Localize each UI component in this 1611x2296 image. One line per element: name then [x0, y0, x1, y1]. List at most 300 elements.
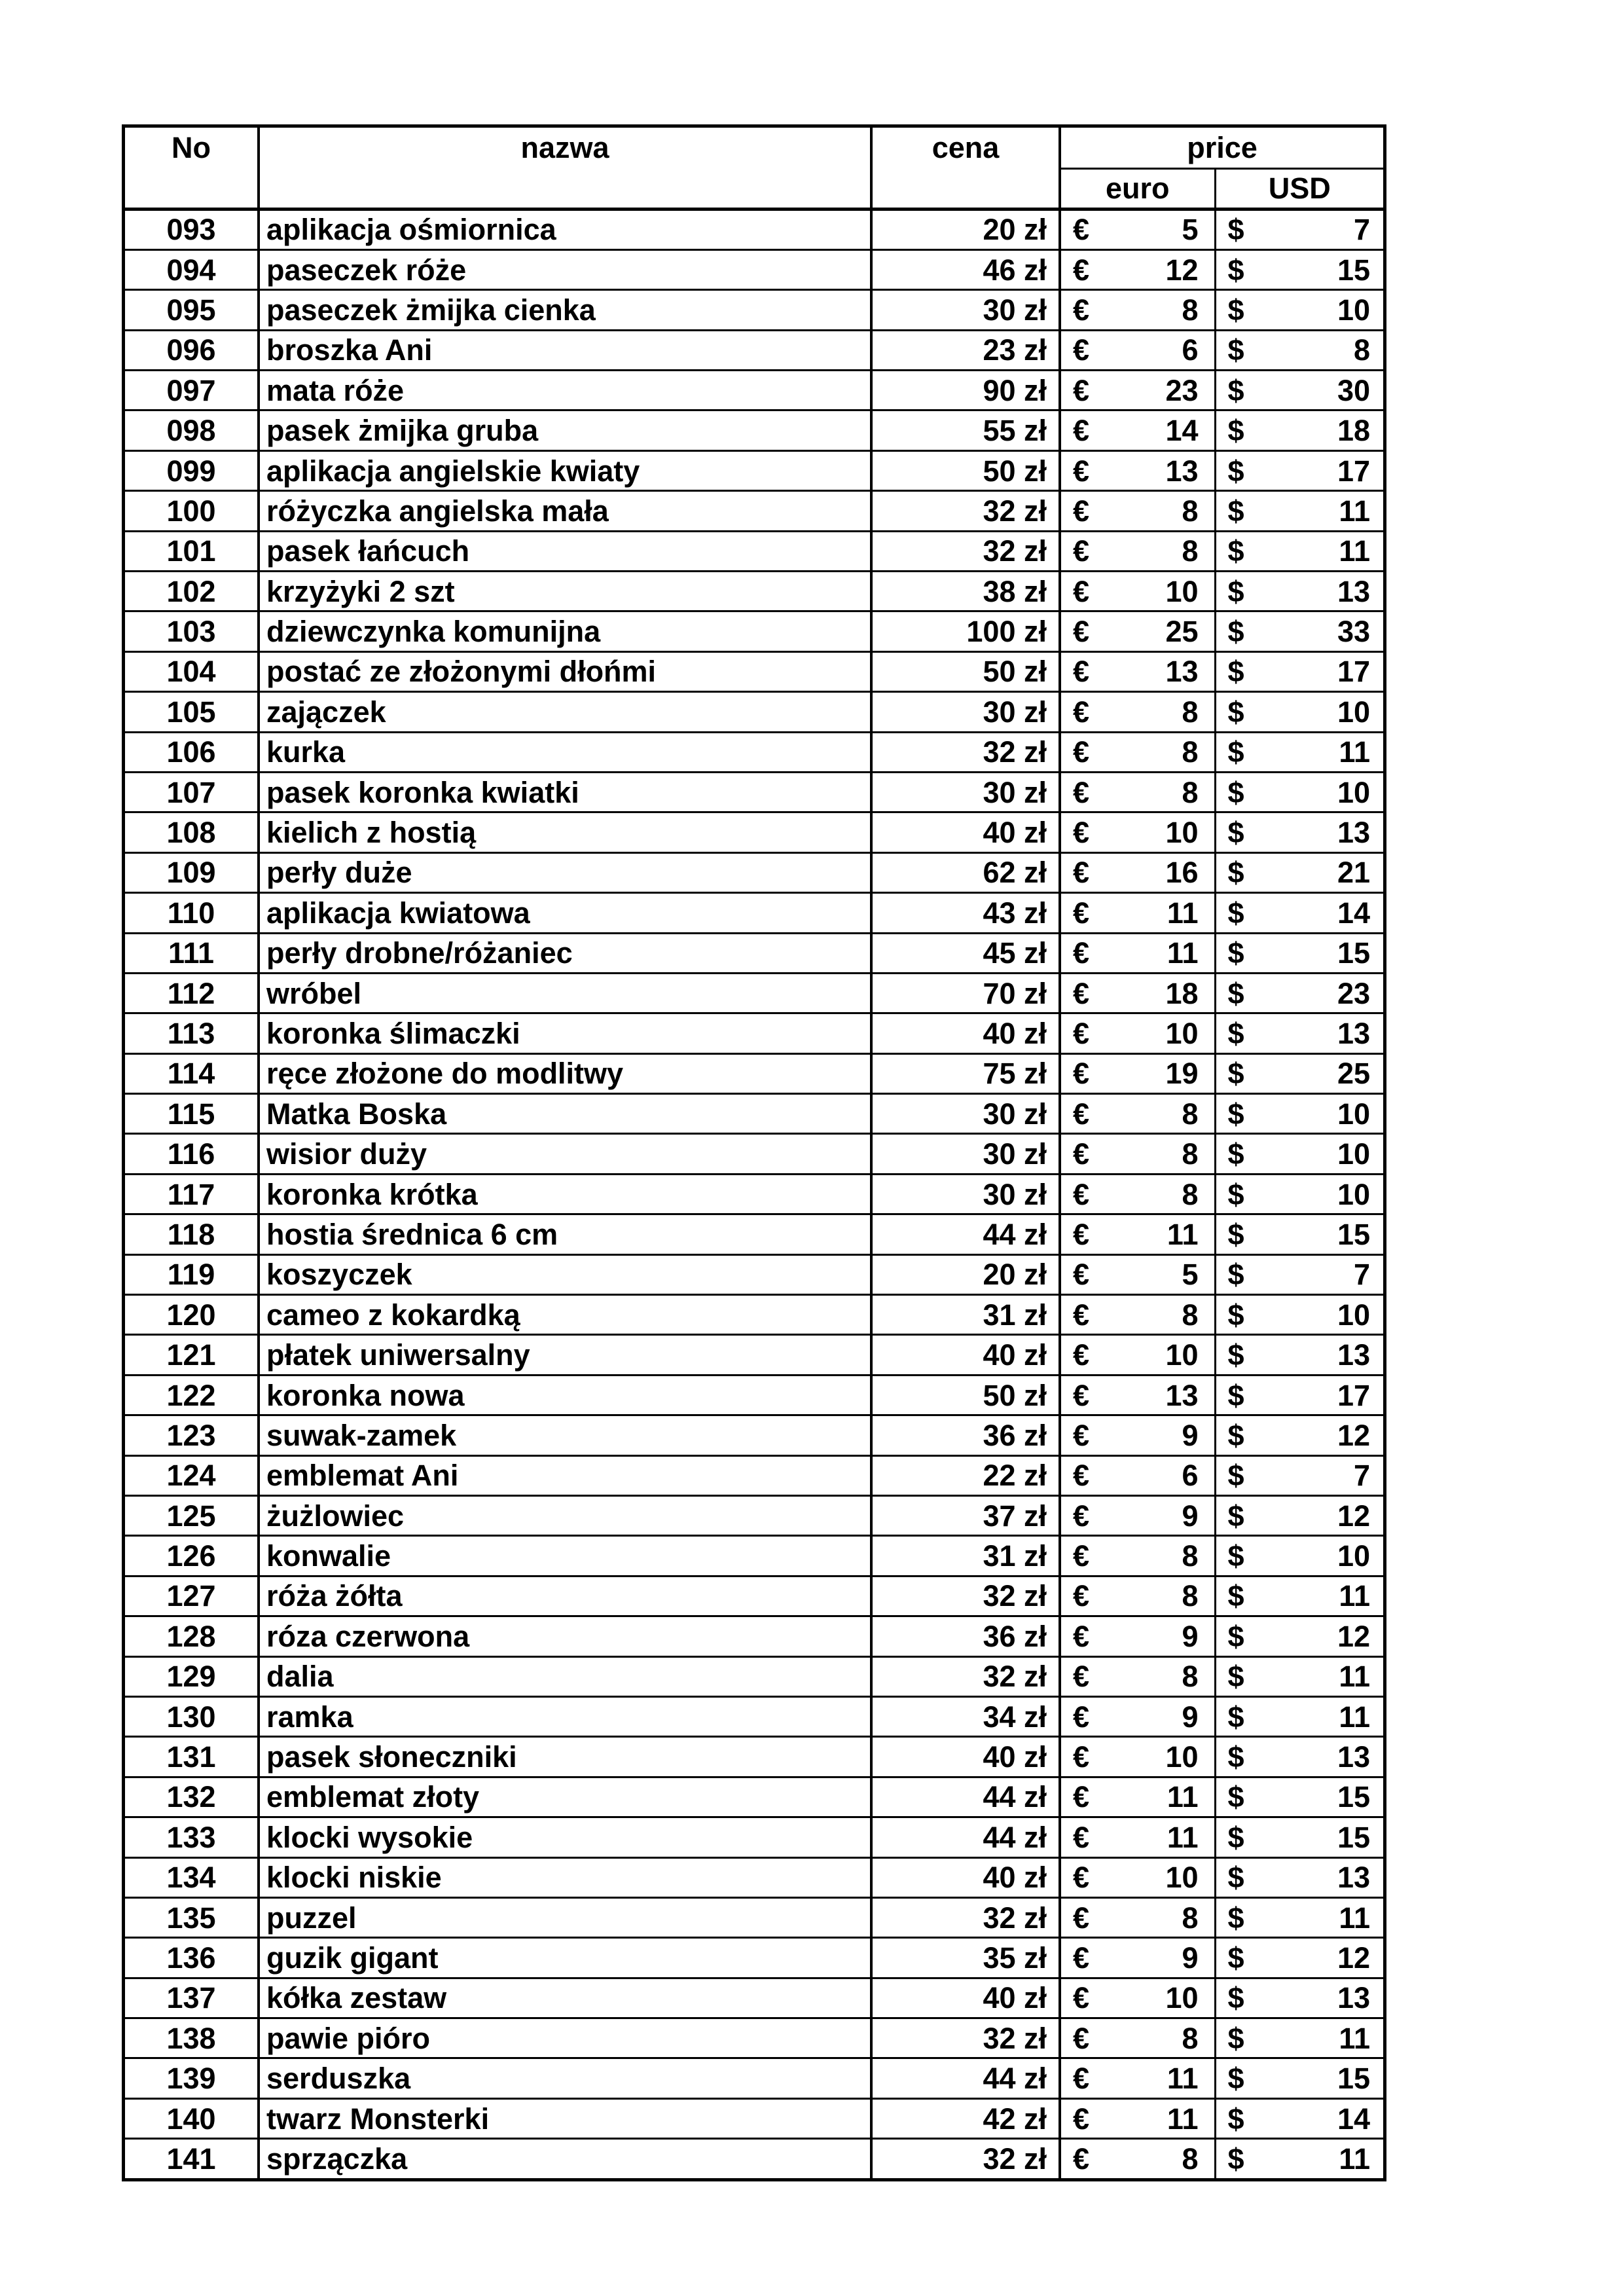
item-number: 112	[125, 973, 259, 1013]
item-price-pln: 31 zł	[871, 1536, 1060, 1576]
euro-symbol: €	[1060, 1777, 1100, 1817]
item-price-pln: 40 zł	[871, 812, 1060, 852]
euro-symbol: €	[1060, 852, 1100, 892]
table-row	[125, 1978, 1383, 2018]
table-row	[125, 330, 1383, 370]
euro-symbol: €	[1060, 330, 1100, 370]
item-name: koronka krótka	[259, 1174, 871, 1214]
table-row	[125, 1857, 1383, 1897]
euro-symbol: €	[1060, 933, 1100, 973]
usd-symbol: $	[1215, 2139, 1254, 2178]
item-number: 133	[125, 1817, 259, 1857]
table-row	[125, 1777, 1383, 1817]
euro-symbol: €	[1060, 1616, 1100, 1656]
item-name: różyczka angielska mała	[259, 491, 871, 531]
euro-symbol: €	[1060, 1053, 1100, 1093]
usd-symbol: $	[1215, 1013, 1254, 1053]
item-price-pln: 23 zł	[871, 330, 1060, 370]
item-price-usd: 13	[1254, 1013, 1383, 1053]
item-price-usd: 10	[1254, 692, 1383, 732]
item-price-euro: 11	[1100, 933, 1215, 973]
item-price-usd: 7	[1254, 1455, 1383, 1495]
item-name: koszyczek	[259, 1254, 871, 1294]
item-price-usd: 11	[1254, 1576, 1383, 1616]
header-price-pln: cena	[871, 128, 1060, 209]
item-price-euro: 8	[1100, 1576, 1215, 1616]
table-row	[125, 1375, 1383, 1415]
table-row	[125, 209, 1383, 249]
item-price-usd: 13	[1254, 812, 1383, 852]
euro-symbol: €	[1060, 1938, 1100, 1978]
item-number: 130	[125, 1696, 259, 1736]
table-row	[125, 1576, 1383, 1616]
item-price-euro: 8	[1100, 531, 1215, 571]
euro-symbol: €	[1060, 1496, 1100, 1536]
usd-symbol: $	[1215, 772, 1254, 812]
item-price-pln: 44 zł	[871, 1214, 1060, 1254]
euro-symbol: €	[1060, 2018, 1100, 2058]
usd-symbol: $	[1215, 651, 1254, 691]
item-price-pln: 40 zł	[871, 1737, 1060, 1777]
item-price-usd: 13	[1254, 1737, 1383, 1777]
item-number: 114	[125, 1053, 259, 1093]
usd-symbol: $	[1215, 1335, 1254, 1375]
usd-symbol: $	[1215, 249, 1254, 289]
item-price-usd: 15	[1254, 1214, 1383, 1254]
item-number: 127	[125, 1576, 259, 1616]
item-number: 103	[125, 611, 259, 651]
table-row	[125, 410, 1383, 450]
header-no: No	[125, 128, 259, 209]
item-number: 093	[125, 209, 259, 249]
euro-symbol: €	[1060, 1134, 1100, 1174]
euro-symbol: €	[1060, 1978, 1100, 2018]
item-price-pln: 32 zł	[871, 491, 1060, 531]
item-price-pln: 35 zł	[871, 1938, 1060, 1978]
usd-symbol: $	[1215, 893, 1254, 933]
euro-symbol: €	[1060, 249, 1100, 289]
usd-symbol: $	[1215, 2018, 1254, 2058]
item-number: 110	[125, 893, 259, 933]
item-price-euro: 16	[1100, 852, 1215, 892]
item-price-pln: 40 zł	[871, 1978, 1060, 2018]
item-price-euro: 8	[1100, 692, 1215, 732]
item-price-euro: 10	[1100, 1013, 1215, 1053]
euro-symbol: €	[1060, 1295, 1100, 1335]
item-price-pln: 70 zł	[871, 973, 1060, 1013]
item-price-pln: 32 zł	[871, 2018, 1060, 2058]
item-price-pln: 30 zł	[871, 1094, 1060, 1134]
item-name: kółka zestaw	[259, 1978, 871, 2018]
item-price-pln: 75 zł	[871, 1053, 1060, 1093]
item-name: wróbel	[259, 973, 871, 1013]
item-price-usd: 13	[1254, 572, 1383, 611]
item-name: twarz Monsterki	[259, 2098, 871, 2138]
item-name: żużlowiec	[259, 1496, 871, 1536]
euro-symbol: €	[1060, 651, 1100, 691]
item-price-euro: 10	[1100, 572, 1215, 611]
euro-symbol: €	[1060, 2098, 1100, 2138]
item-price-usd: 25	[1254, 1053, 1383, 1093]
euro-symbol: €	[1060, 772, 1100, 812]
euro-symbol: €	[1060, 2058, 1100, 2098]
item-name: ręce złożone do modlitwy	[259, 1053, 871, 1093]
item-number: 117	[125, 1174, 259, 1214]
item-price-pln: 62 zł	[871, 852, 1060, 892]
header-name: nazwa	[259, 128, 871, 209]
item-price-usd: 11	[1254, 2139, 1383, 2178]
item-price-euro: 9	[1100, 1938, 1215, 1978]
table-row	[125, 732, 1383, 772]
table-row	[125, 1013, 1383, 1053]
table-row	[125, 1938, 1383, 1978]
item-price-usd: 11	[1254, 732, 1383, 772]
item-number: 115	[125, 1094, 259, 1134]
table-row	[125, 2139, 1383, 2178]
item-price-usd: 10	[1254, 290, 1383, 330]
item-number: 104	[125, 651, 259, 691]
item-name: wisior duży	[259, 1134, 871, 1174]
item-number: 137	[125, 1978, 259, 2018]
euro-symbol: €	[1060, 1737, 1100, 1777]
item-price-pln: 32 zł	[871, 1656, 1060, 1696]
usd-symbol: $	[1215, 410, 1254, 450]
item-number: 123	[125, 1415, 259, 1455]
euro-symbol: €	[1060, 1214, 1100, 1254]
item-price-euro: 8	[1100, 2018, 1215, 2058]
item-name: kurka	[259, 732, 871, 772]
item-price-pln: 30 zł	[871, 1174, 1060, 1214]
item-number: 132	[125, 1777, 259, 1817]
item-name: pawie pióro	[259, 2018, 871, 2058]
item-name: emblemat złoty	[259, 1777, 871, 1817]
item-price-usd: 13	[1254, 1857, 1383, 1897]
item-price-pln: 50 zł	[871, 651, 1060, 691]
table-body	[125, 209, 1383, 2178]
item-price-pln: 36 zł	[871, 1415, 1060, 1455]
item-name: kielich z hostią	[259, 812, 871, 852]
item-price-pln: 32 zł	[871, 531, 1060, 571]
usd-symbol: $	[1215, 1576, 1254, 1616]
table-row	[125, 772, 1383, 812]
item-name: perły duże	[259, 852, 871, 892]
item-number: 096	[125, 330, 259, 370]
item-price-usd: 15	[1254, 249, 1383, 289]
item-price-usd: 17	[1254, 651, 1383, 691]
usd-symbol: $	[1215, 1938, 1254, 1978]
item-price-euro: 8	[1100, 1174, 1215, 1214]
item-name: ramka	[259, 1696, 871, 1736]
item-price-usd: 15	[1254, 1817, 1383, 1857]
item-price-euro: 8	[1100, 1094, 1215, 1134]
item-number: 134	[125, 1857, 259, 1897]
table-row	[125, 450, 1383, 490]
item-price-euro: 8	[1100, 2139, 1215, 2178]
usd-symbol: $	[1215, 611, 1254, 651]
usd-symbol: $	[1215, 1415, 1254, 1455]
usd-symbol: $	[1215, 852, 1254, 892]
item-price-euro: 10	[1100, 1737, 1215, 1777]
euro-symbol: €	[1060, 290, 1100, 330]
euro-symbol: €	[1060, 1375, 1100, 1415]
usd-symbol: $	[1215, 1174, 1254, 1214]
item-price-euro: 13	[1100, 1375, 1215, 1415]
item-price-usd: 12	[1254, 1496, 1383, 1536]
item-number: 139	[125, 2058, 259, 2098]
item-price-euro: 10	[1100, 1335, 1215, 1375]
euro-symbol: €	[1060, 1455, 1100, 1495]
item-price-pln: 55 zł	[871, 410, 1060, 450]
euro-symbol: €	[1060, 1536, 1100, 1576]
usd-symbol: $	[1215, 1254, 1254, 1294]
item-price-pln: 22 zł	[871, 1455, 1060, 1495]
item-price-usd: 10	[1254, 1295, 1383, 1335]
usd-symbol: $	[1215, 1777, 1254, 1817]
table-row	[125, 651, 1383, 691]
item-name: emblemat Ani	[259, 1455, 871, 1495]
euro-symbol: €	[1060, 2139, 1100, 2178]
item-name: pasek łańcuch	[259, 531, 871, 571]
item-price-pln: 32 zł	[871, 2139, 1060, 2178]
item-price-usd: 13	[1254, 1978, 1383, 2018]
usd-symbol: $	[1215, 1817, 1254, 1857]
table-row	[125, 1496, 1383, 1536]
item-number: 135	[125, 1897, 259, 1937]
usd-symbol: $	[1215, 1496, 1254, 1536]
item-number: 094	[125, 249, 259, 289]
item-name: klocki niskie	[259, 1857, 871, 1897]
usd-symbol: $	[1215, 1536, 1254, 1576]
table-row	[125, 1656, 1383, 1696]
item-price-euro: 9	[1100, 1696, 1215, 1736]
item-price-usd: 12	[1254, 1616, 1383, 1656]
item-price-usd: 10	[1254, 1134, 1383, 1174]
table-row	[125, 1053, 1383, 1093]
item-number: 141	[125, 2139, 259, 2178]
item-price-usd: 10	[1254, 1536, 1383, 1576]
item-name: suwak-zamek	[259, 1415, 871, 1455]
item-name: paseczek róże	[259, 249, 871, 289]
item-price-pln: 44 zł	[871, 1777, 1060, 1817]
euro-symbol: €	[1060, 572, 1100, 611]
item-price-euro: 9	[1100, 1616, 1215, 1656]
item-name: aplikacja kwiatowa	[259, 893, 871, 933]
item-price-pln: 43 zł	[871, 893, 1060, 933]
item-price-euro: 5	[1100, 1254, 1215, 1294]
item-price-pln: 32 zł	[871, 1576, 1060, 1616]
item-name: guzik gigant	[259, 1938, 871, 1978]
item-price-pln: 44 zł	[871, 1817, 1060, 1857]
item-number: 108	[125, 812, 259, 852]
euro-symbol: €	[1060, 1013, 1100, 1053]
table-row	[125, 1174, 1383, 1214]
usd-symbol: $	[1215, 1134, 1254, 1174]
item-price-euro: 11	[1100, 1817, 1215, 1857]
item-number: 101	[125, 531, 259, 571]
item-name: perły drobne/różaniec	[259, 933, 871, 973]
item-name: konwalie	[259, 1536, 871, 1576]
item-number: 111	[125, 933, 259, 973]
table-row	[125, 2058, 1383, 2098]
item-price-usd: 13	[1254, 1335, 1383, 1375]
item-price-usd: 11	[1254, 531, 1383, 571]
item-price-usd: 10	[1254, 1094, 1383, 1134]
item-price-usd: 11	[1254, 1696, 1383, 1736]
euro-symbol: €	[1060, 611, 1100, 651]
table-row	[125, 692, 1383, 732]
item-price-usd: 15	[1254, 1777, 1383, 1817]
table-row	[125, 531, 1383, 571]
item-number: 109	[125, 852, 259, 892]
item-price-usd: 18	[1254, 410, 1383, 450]
item-name: płatek uniwersalny	[259, 1335, 871, 1375]
item-price-euro: 12	[1100, 249, 1215, 289]
item-price-pln: 32 zł	[871, 732, 1060, 772]
euro-symbol: €	[1060, 450, 1100, 490]
item-number: 102	[125, 572, 259, 611]
table-row	[125, 1214, 1383, 1254]
item-price-usd: 23	[1254, 973, 1383, 1013]
usd-symbol: $	[1215, 1375, 1254, 1415]
table-row	[125, 491, 1383, 531]
item-price-usd: 12	[1254, 1415, 1383, 1455]
item-name: zajączek	[259, 692, 871, 732]
item-name: pasek słoneczniki	[259, 1737, 871, 1777]
item-price-euro: 11	[1100, 1777, 1215, 1817]
table-row	[125, 249, 1383, 289]
item-price-euro: 6	[1100, 1455, 1215, 1495]
item-price-euro: 9	[1100, 1496, 1215, 1536]
item-number: 118	[125, 1214, 259, 1254]
item-name: koronka nowa	[259, 1375, 871, 1415]
item-number: 125	[125, 1496, 259, 1536]
item-price-usd: 21	[1254, 852, 1383, 892]
item-price-euro: 19	[1100, 1053, 1215, 1093]
table-row	[125, 973, 1383, 1013]
table-row	[125, 1696, 1383, 1736]
euro-symbol: €	[1060, 973, 1100, 1013]
item-price-usd: 30	[1254, 371, 1383, 410]
item-price-euro: 8	[1100, 1134, 1215, 1174]
item-price-pln: 30 zł	[871, 1134, 1060, 1174]
euro-symbol: €	[1060, 410, 1100, 450]
usd-symbol: $	[1215, 2098, 1254, 2138]
item-number: 095	[125, 290, 259, 330]
item-price-euro: 6	[1100, 330, 1215, 370]
item-name: serduszka	[259, 2058, 871, 2098]
price-list-table	[122, 124, 1386, 2181]
euro-symbol: €	[1060, 371, 1100, 410]
item-price-pln: 31 zł	[871, 1295, 1060, 1335]
item-number: 126	[125, 1536, 259, 1576]
usd-symbol: $	[1215, 290, 1254, 330]
header-usd: USD	[1268, 172, 1331, 205]
item-number: 128	[125, 1616, 259, 1656]
usd-symbol: $	[1215, 692, 1254, 732]
item-name: postać ze złożonymi dłońmi	[259, 651, 871, 691]
item-price-usd: 11	[1254, 1656, 1383, 1696]
euro-symbol: €	[1060, 812, 1100, 852]
table-row	[125, 1295, 1383, 1335]
item-number: 098	[125, 410, 259, 450]
euro-symbol: €	[1060, 692, 1100, 732]
item-name: hostia średnica 6 cm	[259, 1214, 871, 1254]
item-number: 129	[125, 1656, 259, 1696]
table-row	[125, 1254, 1383, 1294]
item-number: 116	[125, 1134, 259, 1174]
item-price-usd: 7	[1254, 1254, 1383, 1294]
item-price-euro: 8	[1100, 1656, 1215, 1696]
table-row	[125, 893, 1383, 933]
usd-symbol: $	[1215, 1696, 1254, 1736]
item-number: 113	[125, 1013, 259, 1053]
usd-symbol: $	[1215, 1656, 1254, 1696]
item-price-euro: 23	[1100, 371, 1215, 410]
item-price-pln: 50 zł	[871, 1375, 1060, 1415]
item-price-pln: 40 zł	[871, 1335, 1060, 1375]
table-row	[125, 572, 1383, 611]
item-name: róża żółta	[259, 1576, 871, 1616]
item-name: róza czerwona	[259, 1616, 871, 1656]
item-price-pln: 90 zł	[871, 371, 1060, 410]
table-row	[125, 371, 1383, 410]
table-row	[125, 1094, 1383, 1134]
euro-symbol: €	[1060, 1897, 1100, 1937]
usd-symbol: $	[1215, 1616, 1254, 1656]
item-price-pln: 20 zł	[871, 209, 1060, 249]
item-price-euro: 25	[1100, 611, 1215, 651]
item-price-euro: 8	[1100, 732, 1215, 772]
euro-symbol: €	[1060, 1174, 1100, 1214]
item-name: Matka Boska	[259, 1094, 871, 1134]
usd-symbol: $	[1215, 1214, 1254, 1254]
item-number: 097	[125, 371, 259, 410]
table-row	[125, 2098, 1383, 2138]
euro-symbol: €	[1060, 1857, 1100, 1897]
table-row	[125, 1536, 1383, 1576]
item-number: 107	[125, 772, 259, 812]
item-number: 120	[125, 1295, 259, 1335]
item-price-euro: 11	[1100, 893, 1215, 933]
usd-symbol: $	[1215, 732, 1254, 772]
item-price-euro: 13	[1100, 450, 1215, 490]
item-price-euro: 8	[1100, 772, 1215, 812]
table-row	[125, 812, 1383, 852]
usd-symbol: $	[1215, 491, 1254, 531]
item-name: aplikacja ośmiornica	[259, 209, 871, 249]
table-header	[125, 128, 1383, 209]
euro-symbol: €	[1060, 1094, 1100, 1134]
item-price-euro: 10	[1100, 812, 1215, 852]
euro-symbol: €	[1060, 732, 1100, 772]
item-name: krzyżyki 2 szt	[259, 572, 871, 611]
item-price-usd: 10	[1254, 772, 1383, 812]
euro-symbol: €	[1060, 1656, 1100, 1696]
euro-symbol: €	[1060, 1696, 1100, 1736]
item-price-usd: 10	[1254, 1174, 1383, 1214]
item-number: 136	[125, 1938, 259, 1978]
table-row	[125, 1455, 1383, 1495]
item-name: cameo z kokardką	[259, 1295, 871, 1335]
item-price-pln: 44 zł	[871, 2058, 1060, 2098]
item-name: dziewczynka komunijna	[259, 611, 871, 651]
table-row	[125, 1616, 1383, 1656]
table-row	[125, 1134, 1383, 1174]
item-price-euro: 11	[1100, 2058, 1215, 2098]
usd-symbol: $	[1215, 209, 1254, 249]
item-price-pln: 36 zł	[871, 1616, 1060, 1656]
price-table	[125, 128, 1383, 2178]
